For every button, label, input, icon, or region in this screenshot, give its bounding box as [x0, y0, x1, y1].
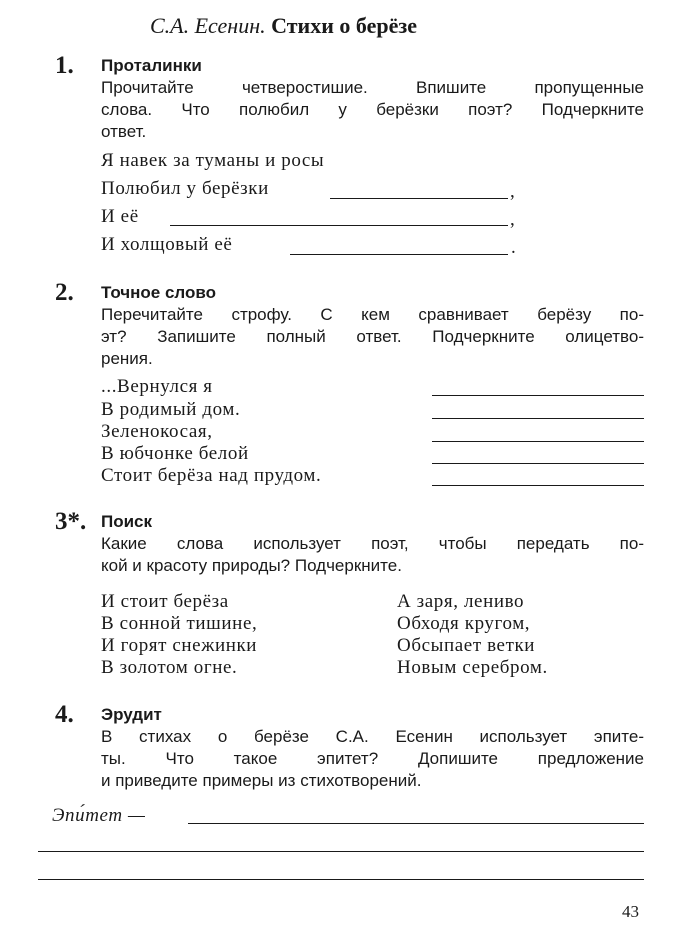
title-author: С.А. Есенин.	[150, 13, 266, 38]
task-instruction-line: и приведите примеры из стихотворений.	[101, 771, 422, 790]
task-instruction-line: Какие слова использует поэт, чтобы передать по-	[101, 534, 644, 553]
task-instruction-line: кой и красоту природы? Подчеркните.	[101, 556, 402, 575]
task-heading: Проталинки	[101, 56, 202, 75]
answer-line[interactable]	[38, 879, 644, 880]
task-heading: Эрудит	[101, 705, 162, 724]
poem-line: В золотом огне.	[101, 657, 238, 678]
task-instruction-line: В стихах о берёзе С.А. Есенин использует эпите-	[101, 727, 644, 746]
answer-prefix: Эпи́тет —	[52, 805, 146, 826]
poem-line: Обходя кругом,	[397, 613, 531, 634]
answer-blank[interactable]	[290, 254, 508, 255]
task-instruction-line: ответ.	[101, 122, 147, 141]
answer-blank[interactable]	[170, 225, 508, 226]
task-number: 4.	[55, 701, 74, 728]
poem-line: Обсыпает ветки	[397, 635, 536, 656]
answer-blank[interactable]	[432, 395, 644, 396]
task-number: 3*.	[55, 508, 87, 535]
task-instruction-line: рения.	[101, 349, 153, 368]
poem-line: И холщовый её	[101, 234, 233, 255]
answer-blank[interactable]	[188, 823, 644, 824]
task-heading: Поиск	[101, 512, 153, 531]
answer-line[interactable]	[38, 851, 644, 852]
punctuation: ,	[510, 181, 515, 202]
poem-line: И горят снежинки	[101, 635, 258, 656]
poem-line: В родимый дом.	[101, 399, 241, 420]
task-instruction-line: слова. Что полюбил у берёзки поэт? Подчеркните	[101, 100, 644, 119]
poem-line: А заря, лениво	[397, 591, 525, 612]
punctuation: .	[511, 237, 516, 258]
task-instruction-line: эт? Запишите полный ответ. Подчеркните олицетво-	[101, 327, 644, 346]
task-heading: Точное слово	[101, 283, 216, 302]
task-instruction-line: Перечитайте строфу. С кем сравнивает берёзу по-	[101, 305, 644, 324]
task-number: 1.	[55, 52, 74, 79]
answer-blank[interactable]	[432, 418, 644, 419]
poem-line: И её	[101, 206, 139, 227]
poem-line: Зеленокосая,	[101, 421, 213, 442]
poem-line: В юбчонке белой	[101, 443, 249, 464]
poem-line: Стоит берёза над прудом.	[101, 465, 322, 486]
page-title	[150, 13, 417, 39]
punctuation: ,	[510, 209, 515, 230]
title-work: Стихи о берёзе	[271, 13, 417, 38]
poem-line: В сонной тишине,	[101, 613, 258, 634]
answer-blank[interactable]	[432, 463, 644, 464]
poem-line: Новым серебром.	[397, 657, 548, 678]
task-instruction-line: Прочитайте четверостишие. Впишите пропущенные	[101, 78, 644, 97]
answer-blank[interactable]	[330, 198, 508, 199]
page-number: 43	[622, 902, 639, 921]
poem-line: И стоит берёза	[101, 591, 229, 612]
answer-blank[interactable]	[432, 485, 644, 486]
task-number: 2.	[55, 279, 74, 306]
answer-blank[interactable]	[432, 441, 644, 442]
poem-line: ...Вернулся я	[101, 376, 213, 397]
poem-line: Полюбил у берёзки	[101, 178, 269, 199]
poem-line: Я навек за туманы и росы	[101, 150, 325, 171]
task-instruction-line: ты. Что такое эпитет? Допишите предложение	[101, 749, 644, 768]
